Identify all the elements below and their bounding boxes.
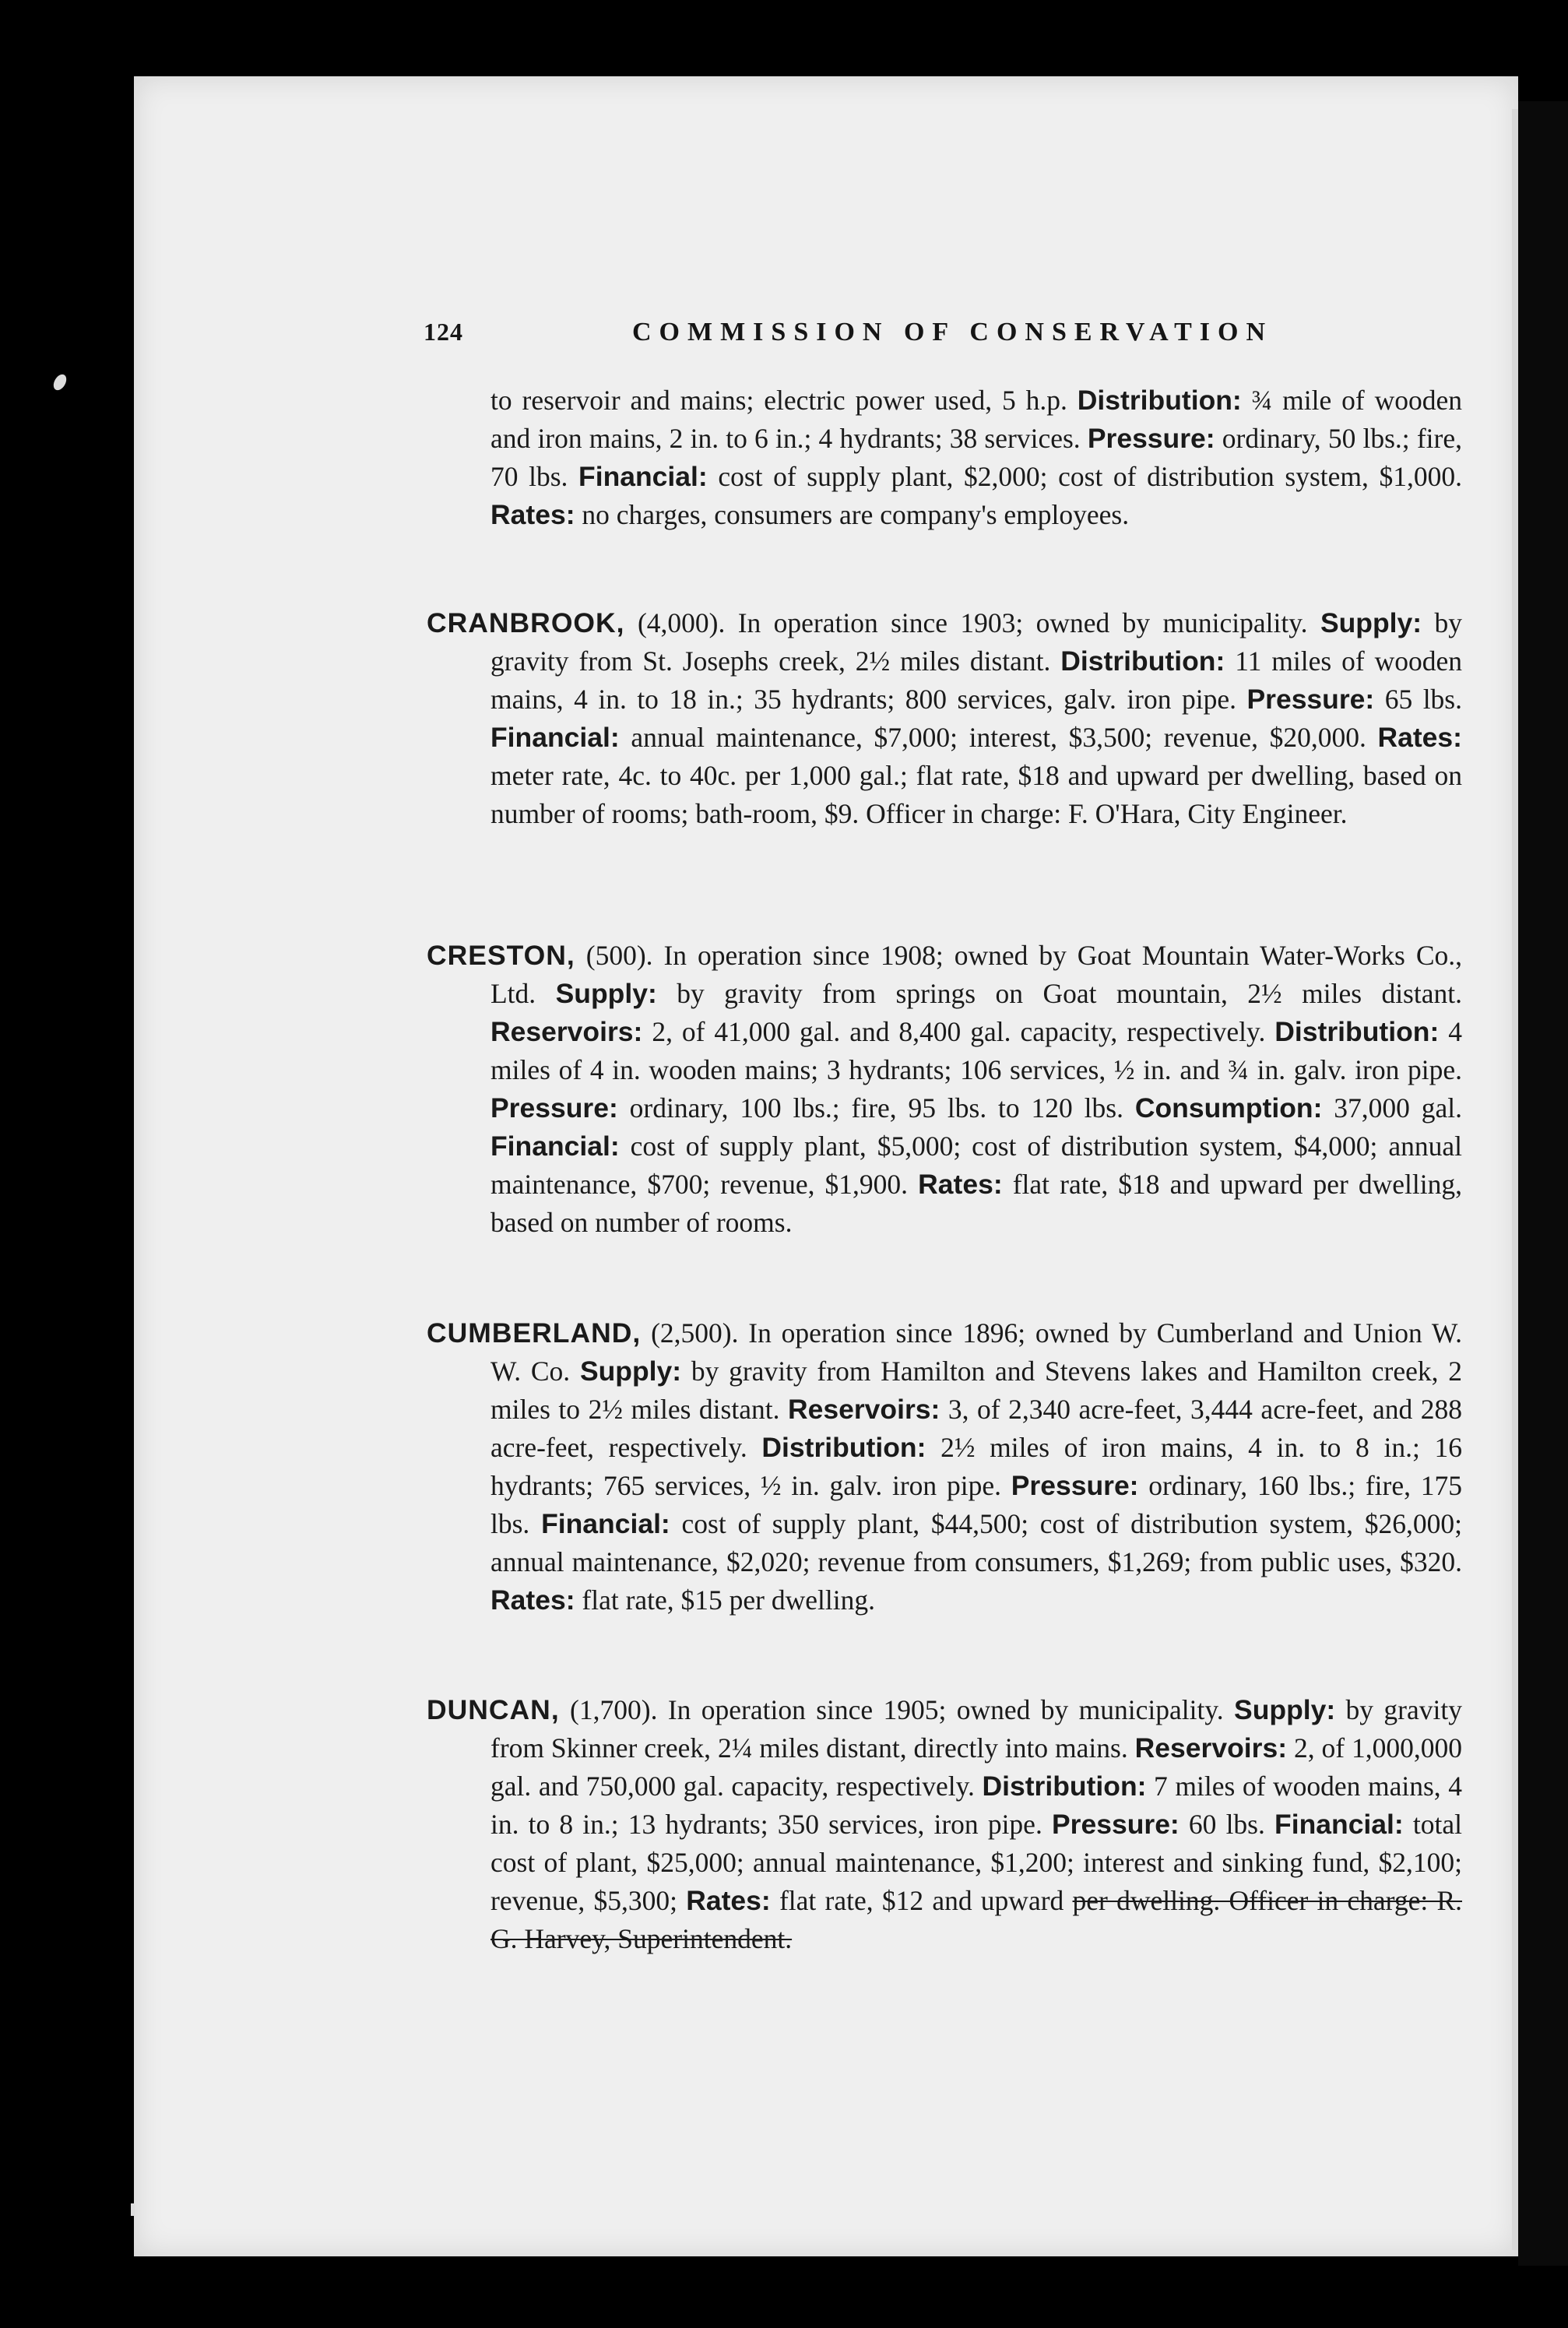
entry-text: CRESTON, (500). In operation since 1908; owned by Goat Mountain Water-Works Co., Ltd. Supply: by gravity from springs on Goat mountain, 2½ miles distant. Reservoirs: 2, of 41,000 gal. and 8,400 gal. capacity, respectively. Distribution: 4 miles of 4 in. wooden mains; 3 hydrants; 106 services, ½ in. and ¾ in. galv. iron pipe. Pressure: ordinary, 100 lbs.; fire, 95 lbs. to 120 lbs. Consumption: 37,000 gal. Financial: cost of supply plant, $5,000; cost of distribution system, $4,000; annual maintenance, $700; revenue, $1,900. Rates: flat rate, $18 and upward per dwelling, based on number of rooms. bbox=[427, 940, 1463, 1238]
supply-label: Supply: bbox=[1320, 607, 1422, 638]
scanner-border bbox=[1518, 101, 1568, 2266]
reservoirs-label: Reservoirs: bbox=[490, 1016, 643, 1047]
distribution-label: Distribution: bbox=[761, 1432, 926, 1463]
running-head: COMMISSION OF CONSERVATION bbox=[632, 318, 1274, 346]
entry-cranbrook bbox=[427, 604, 1462, 833]
financial-label: Financial: bbox=[578, 461, 708, 492]
pressure-label: Pressure: bbox=[490, 1092, 618, 1124]
financial-label: Financial: bbox=[541, 1508, 670, 1539]
financial-label: Financial: bbox=[490, 1131, 620, 1162]
supply-label: Supply: bbox=[1234, 1694, 1336, 1725]
distribution-label: Distribution: bbox=[1077, 385, 1242, 416]
town-name: CUMBERLAND, bbox=[427, 1317, 642, 1349]
distribution-label: Distribution: bbox=[1274, 1016, 1440, 1047]
entry-text: CUMBERLAND, (2,500). In operation since 1896; owned by Cumberland and Union W. W. Co. Supply: by gravity from Hamilton and Stevens lakes and Hamilton creek, 2 miles to 2½ miles distant. Reservoirs: 3, of 2,340 acre-feet, 3,444 acre-feet, and 288 acre-feet, respectively. Distribution: 2½ miles of iron mains, 4 in. to 8 in.; 16 hydrants; 765 services, ½ in. galv. iron pipe. Pressure: ordinary, 160 lbs.; fire, 175 lbs. Financial: cost of supply plant, $44,500; cost of distribution system, $26,000; annual maintenance, $2,020; revenue from consumers, $1,269; from public uses, $320. Rates: flat rate, $15 per dwelling. bbox=[427, 1317, 1463, 1616]
rates-label: Rates: bbox=[1377, 722, 1462, 753]
rates-label: Rates: bbox=[490, 1584, 575, 1616]
struck-through-text: per dwelling. Officer in charge: R. G. Harvey, Superintendent. bbox=[490, 1885, 1462, 1954]
consumption-label: Consumption: bbox=[1134, 1092, 1323, 1124]
page-header bbox=[424, 318, 1545, 357]
rates-label: Rates: bbox=[918, 1169, 1003, 1200]
pressure-label: Pressure: bbox=[1051, 1809, 1180, 1840]
entry-creston bbox=[427, 937, 1462, 1242]
reservoirs-label: Reservoirs: bbox=[787, 1394, 940, 1425]
pressure-label: Pressure: bbox=[1087, 423, 1215, 454]
entry-text: CRANBROOK, (4,000). In operation since 1903; owned by municipality. Supply: by gravity from St. Josephs creek, 2½ miles distant. Distribution: 11 miles of wooden mains, 4 in. to 18 in.; 35 hydrants; 800 services, galv. iron pipe. Pressure: 65 lbs. Financial: annual maintenance, $7,000; interest, $3,500; revenue, $20,000. Rates: meter rate, 4c. to 40c. per 1,000 gal.; flat rate, $18 and upward per dwelling, based on number of rooms; bath-room, $9. Officer in charge: F. O'Hara, City Engineer. bbox=[427, 607, 1462, 829]
entry-cumberland bbox=[427, 1314, 1462, 1619]
financial-label: Financial: bbox=[1274, 1809, 1404, 1840]
rates-label: Rates: bbox=[686, 1885, 771, 1916]
supply-label: Supply: bbox=[579, 1356, 682, 1387]
scan-speck bbox=[51, 372, 69, 392]
town-name: CRESTON, bbox=[427, 940, 575, 971]
town-name: CRANBROOK, bbox=[427, 607, 625, 638]
entry-text: to reservoir and mains; electric power used, 5 h.p. Distribution: ¾ mile of wooden and iron mains, 2 in. to 6 in.; 4 hydrants; 38 services. Pressure: ordinary, 50 lbs.; fire, 70 lbs. Financial: cost of supply plant, $2,000; cost of distribution system, $1,000. Rates: no charges, consumers are company's employees. bbox=[490, 385, 1462, 530]
scan-speck bbox=[131, 2203, 135, 2216]
rates-label: Rates: bbox=[490, 499, 575, 530]
continuation-entry bbox=[427, 382, 1462, 534]
entry-text: DUNCAN, (1,700). In operation since 1905; owned by municipality. Supply: by gravity from Skinner creek, 2¼ miles distant, directly into mains. Reservoirs: 2, of 1,000,000 gal. and 750,000 gal. capacity, respectively. Distribution: 7 miles of wooden mains, 4 in. to 8 in.; 13 hydrants; 350 services, iron pipe. Pressure: 60 lbs. Financial: total cost of plant, $25,000; annual maintenance, $1,200; interest and sinking fund, $2,100; revenue, $5,300; Rates: flat rate, $12 and upward per dwelling. Officer in charge: R. G. Harvey, Superintendent. bbox=[427, 1694, 1462, 1954]
page-number: 124 bbox=[424, 318, 463, 346]
distribution-label: Distribution: bbox=[1060, 645, 1225, 677]
financial-label: Financial: bbox=[490, 722, 620, 753]
town-name: DUNCAN, bbox=[427, 1694, 560, 1725]
supply-label: Supply: bbox=[555, 978, 657, 1009]
pressure-label: Pressure: bbox=[1246, 684, 1375, 715]
distribution-label: Distribution: bbox=[982, 1771, 1147, 1802]
reservoirs-label: Reservoirs: bbox=[1134, 1732, 1288, 1764]
entry-duncan bbox=[427, 1691, 1462, 1958]
pressure-label: Pressure: bbox=[1011, 1470, 1139, 1501]
